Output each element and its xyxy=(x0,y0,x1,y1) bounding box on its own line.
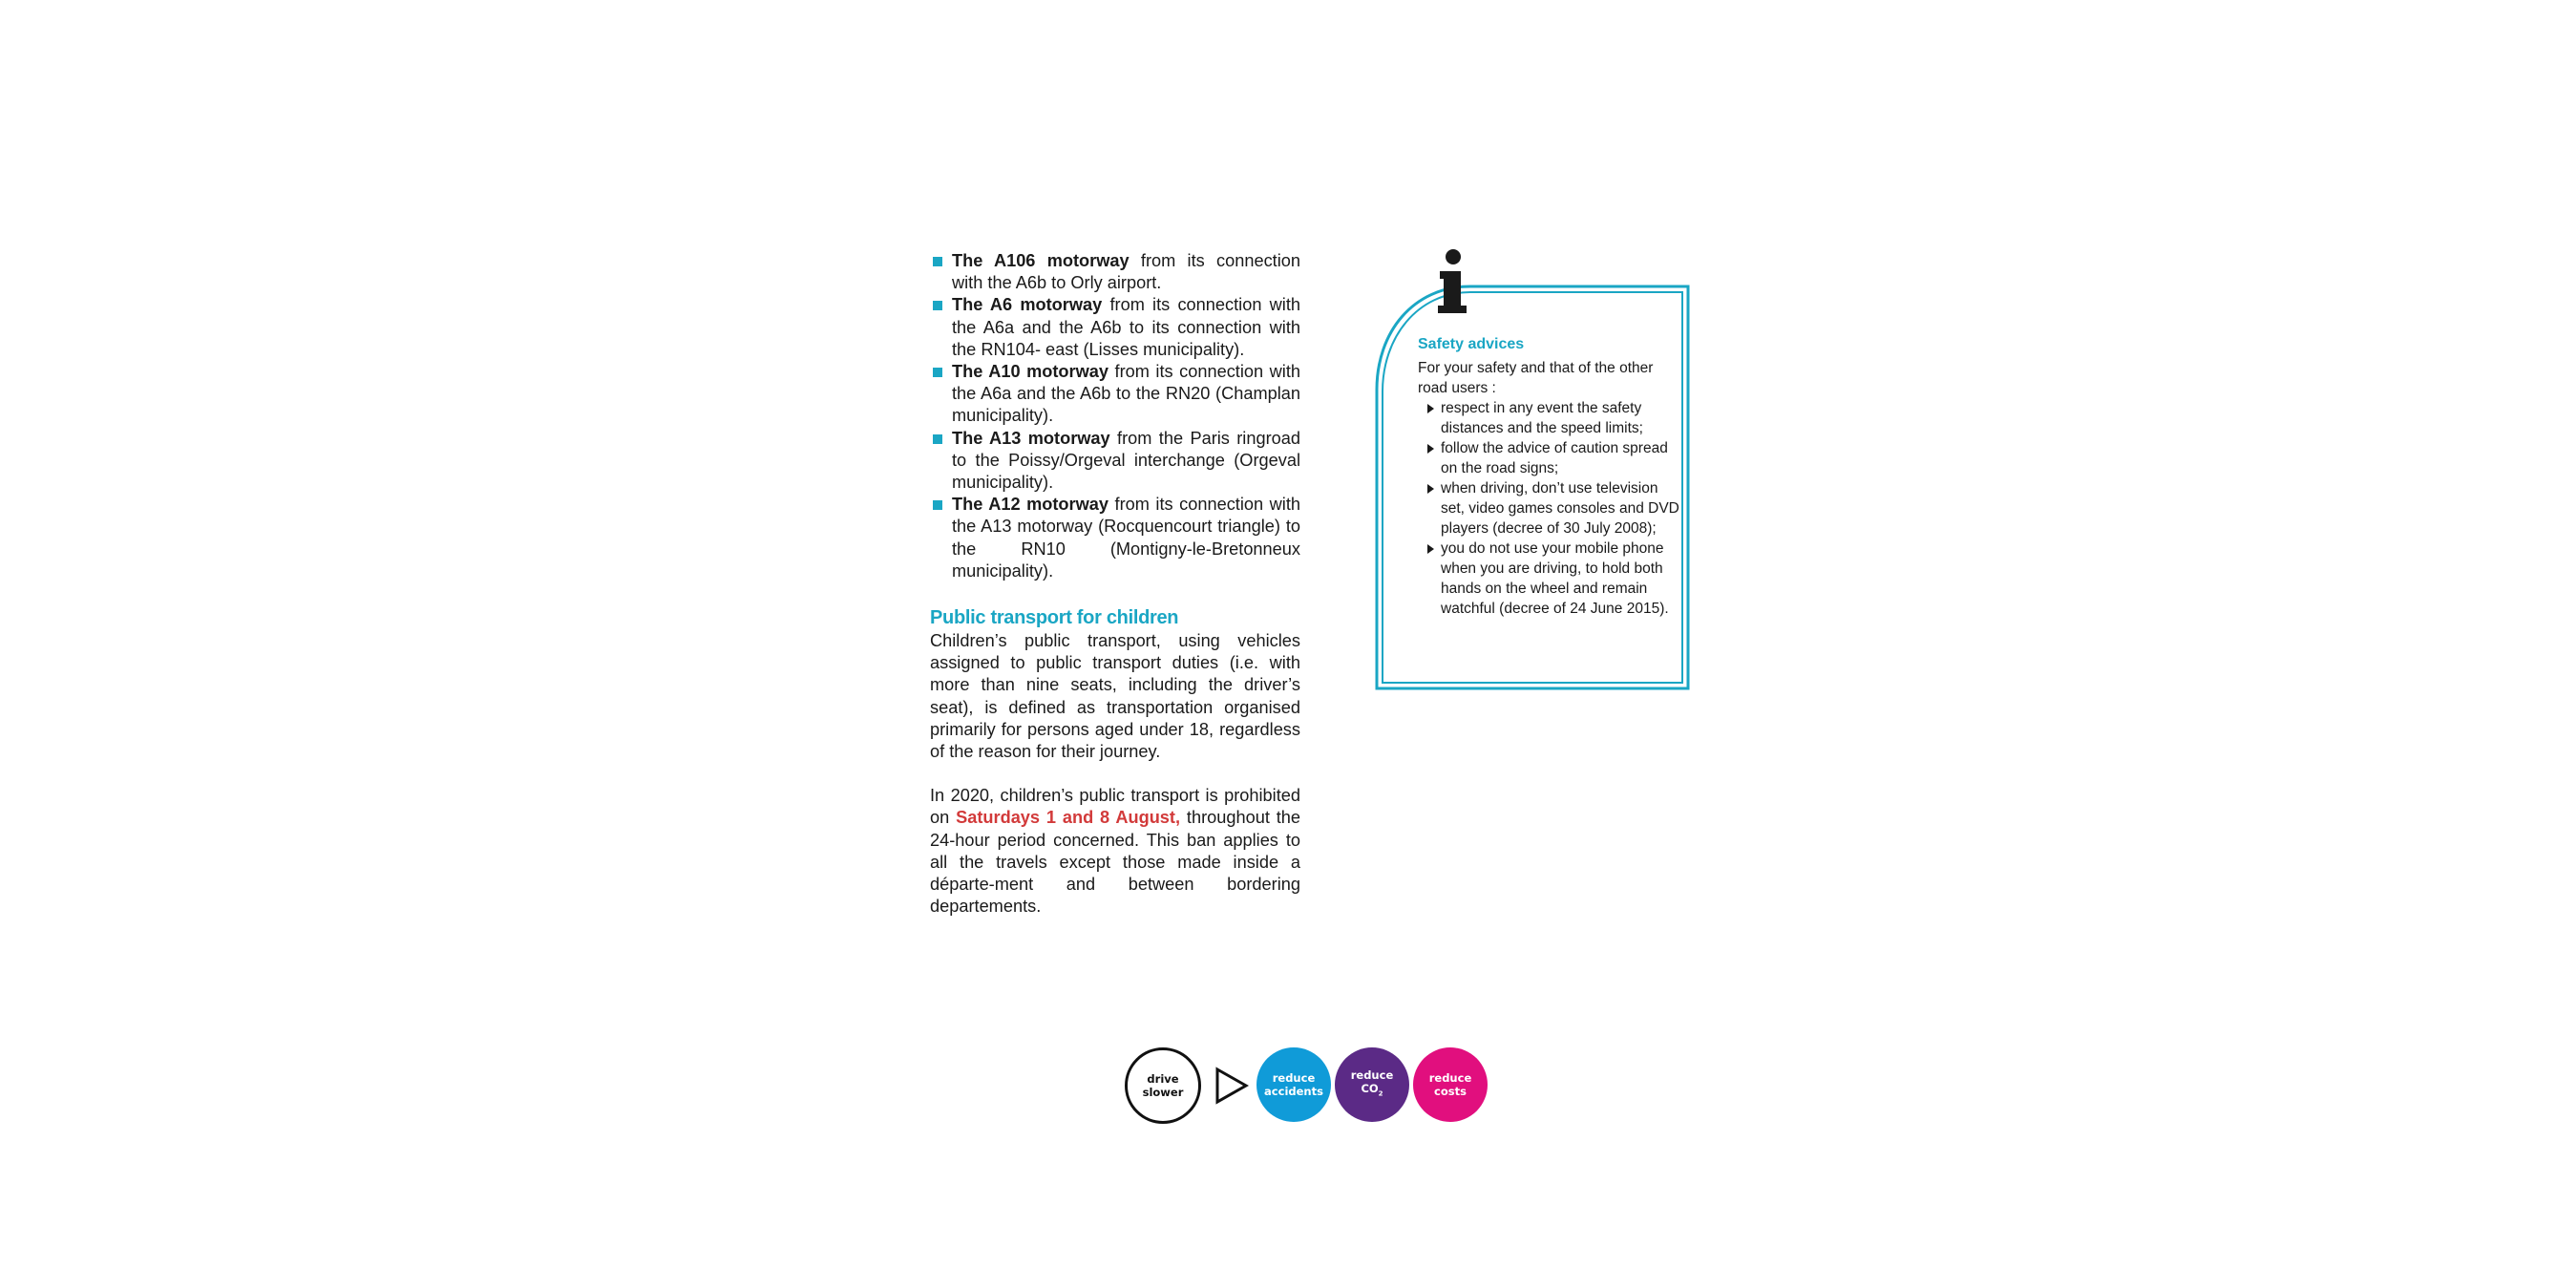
safety-list xyxy=(1418,398,1683,619)
list-item xyxy=(1418,539,1683,619)
drive-slower-label: drive slower xyxy=(1142,1072,1184,1099)
list-item xyxy=(930,250,1300,294)
motorway-text: from its connection with the A6a and the A6b to the RN20 (Champlan municipality). xyxy=(952,362,1300,426)
square-bullet-icon xyxy=(933,368,942,377)
safety-intro: For your safety and that of the other road users : xyxy=(1418,360,1654,396)
triangle-bullet-icon xyxy=(1427,444,1434,454)
square-bullet-icon xyxy=(933,301,942,310)
info-icon xyxy=(1432,248,1470,315)
section-title: Public transport for children xyxy=(930,607,1179,629)
ban-dates: Saturdays 1 and 8 August, xyxy=(956,808,1181,828)
list-item xyxy=(930,361,1300,428)
square-bullet-icon xyxy=(933,257,942,266)
reduce-costs-badge xyxy=(1413,1047,1488,1122)
square-bullet-icon xyxy=(933,500,942,510)
motorway-name: The A12 motorway xyxy=(952,495,1109,515)
list-item xyxy=(1418,478,1683,539)
reduce-accidents-label: reduce accidents xyxy=(1264,1071,1323,1098)
triangle-bullet-icon xyxy=(1427,484,1434,494)
co2-line2: CO xyxy=(1361,1082,1379,1096)
drive-slower-badge xyxy=(1125,1047,1201,1124)
motorway-text: from its connection with the A6b to Orly airport. xyxy=(952,251,1300,293)
motorway-text: from the Paris ringroad to the Poissy/Orgeval interchange (Orgeval municipality). xyxy=(952,428,1300,493)
motorway-name: The A6 motorway xyxy=(952,295,1103,315)
list-item xyxy=(930,494,1300,582)
motorway-name: The A13 motorway xyxy=(952,428,1110,448)
triangle-bullet-icon xyxy=(1427,544,1434,554)
motorway-name: The A106 motorway xyxy=(952,251,1130,270)
paragraph-ban xyxy=(930,785,1300,918)
co2-subscript: 2 xyxy=(1378,1089,1383,1098)
safety-item-text: you do not use your mobile phone when you are driving, to hold both hands on the wheel and remain watchful (decree of 24 June 2015). xyxy=(1441,540,1669,617)
motorway-name: The A10 motorway xyxy=(952,362,1109,382)
ban-text-start: In 2020, children’s public transport is prohibited on xyxy=(930,786,1300,828)
list-item xyxy=(1418,398,1683,438)
safety-content xyxy=(1418,334,1683,619)
triangle-bullet-icon xyxy=(1427,404,1434,413)
square-bullet-icon xyxy=(933,434,942,444)
arrow-right-icon xyxy=(1214,1067,1249,1105)
safety-item-text: respect in any event the safety distances and the speed limits; xyxy=(1441,400,1643,436)
reduce-co2-label xyxy=(1351,1068,1394,1100)
paragraph-definition: Children’s public transport, using vehicles assigned to public transport duties (i.e. with more than nine seats, including the driver’s seat), is defined as transportation organised primarily for persons aged under 18, regardless of the reason for their journey. xyxy=(930,631,1300,762)
ban-text-end: throughout the 24-hour period concerned. This ban applies to all the travels except those made inside a départe-ment and between bordering departements. xyxy=(930,808,1301,917)
co2-line1: reduce xyxy=(1350,1068,1394,1083)
list-item xyxy=(930,294,1300,361)
left-column xyxy=(930,250,1300,918)
reduce-co2-badge xyxy=(1335,1047,1409,1122)
safety-title: Safety advices xyxy=(1418,336,1525,352)
badge-row xyxy=(1125,1047,1488,1124)
safety-box xyxy=(1375,285,1690,690)
list-item xyxy=(930,428,1300,495)
motorway-text: from its connection with the A13 motorway (Rocquencourt triangle) to the RN10 (Montigny-le-Bretonneux municipality). xyxy=(952,495,1300,581)
motorway-text: from its connection with the A6a and the A6b to its connection with the RN104- east (Lisses municipality). xyxy=(952,295,1300,359)
safety-item-text: follow the advice of caution spread on the road signs; xyxy=(1441,440,1668,476)
safety-item-text: when driving, don’t use television set, video games consoles and DVD players (decree of 30 July 2008); xyxy=(1441,480,1679,537)
reduce-accidents-badge xyxy=(1256,1047,1331,1122)
reduce-costs-label: reduce costs xyxy=(1428,1071,1472,1098)
motorway-list xyxy=(930,250,1300,582)
list-item xyxy=(1418,438,1683,478)
